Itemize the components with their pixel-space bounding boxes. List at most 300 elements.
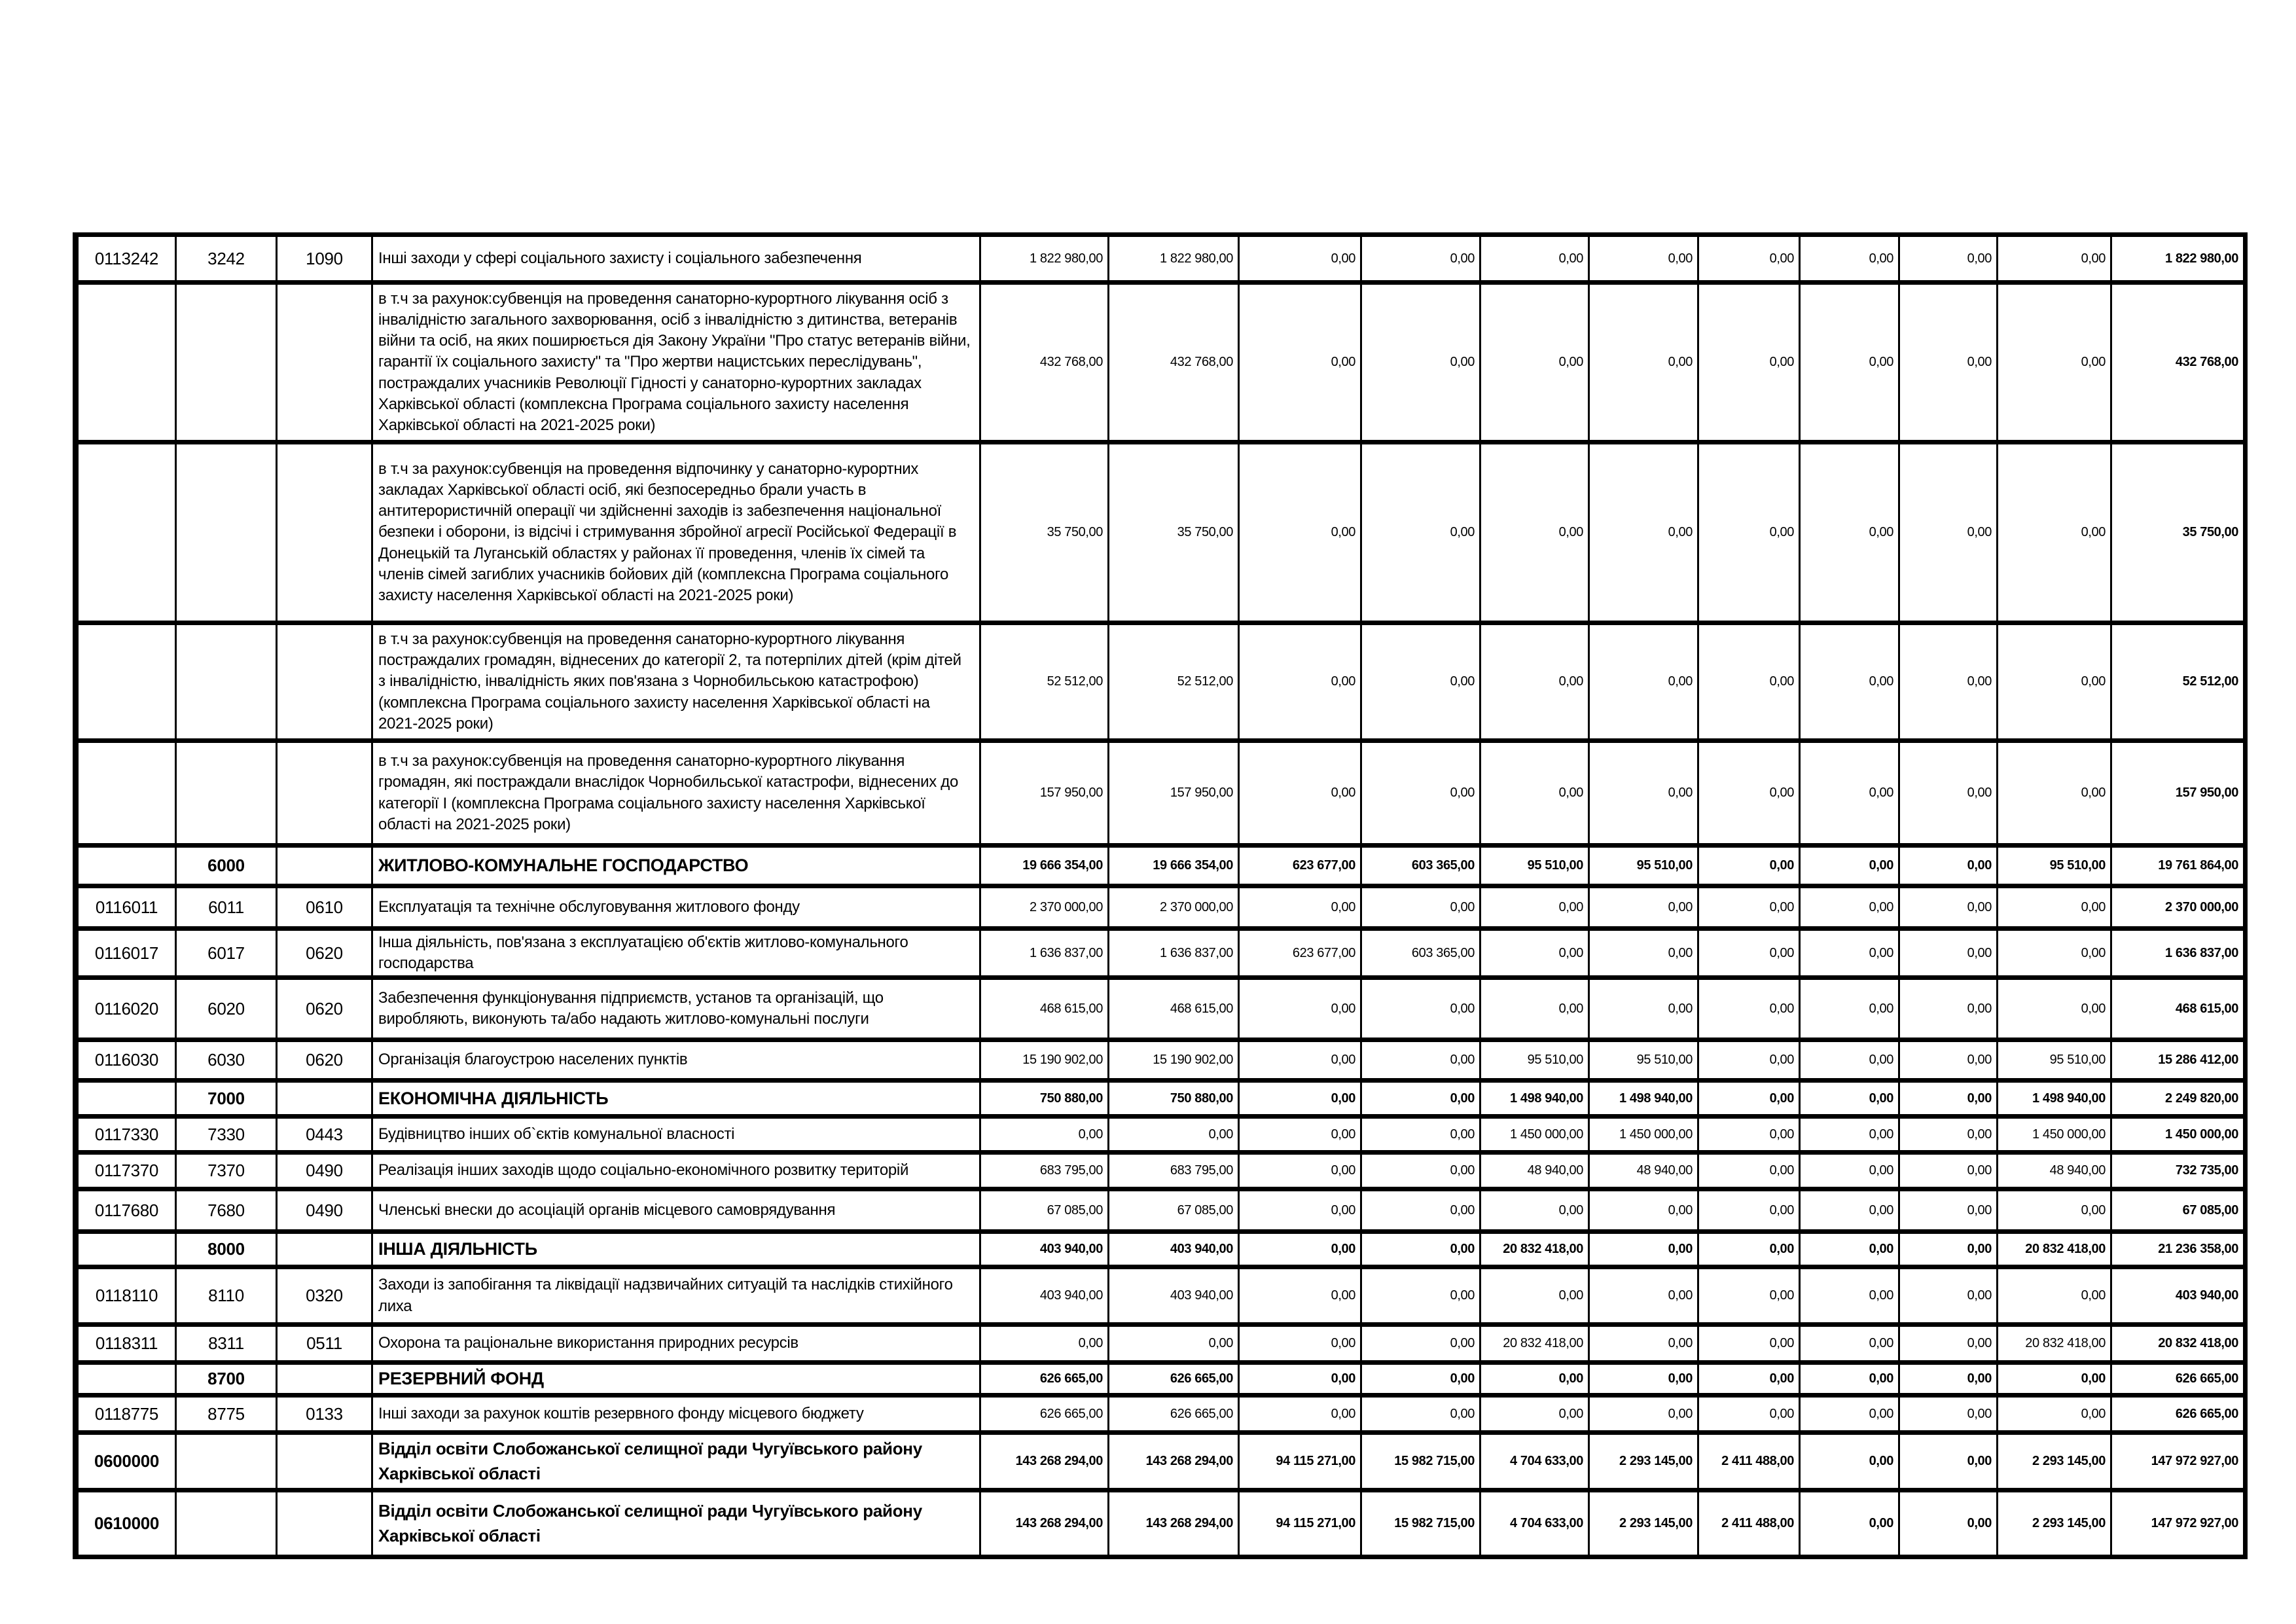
cell-value-6	[1590, 1042, 1699, 1078]
cell-value-2	[1109, 743, 1240, 843]
cell-value-6-text: 0,00	[1668, 355, 1693, 369]
cell-value-5-text: 20 832 418,00	[1503, 1336, 1583, 1350]
cell-value-3	[1240, 1398, 1362, 1430]
cell-fk-code-text: 0490	[306, 1200, 343, 1220]
cell-kpkvk-code	[79, 743, 177, 843]
cell-value-5-text: 0,00	[1558, 355, 1583, 369]
cell-value-3-text: 0,00	[1331, 674, 1355, 689]
cell-value-4-text: 15 982 715,00	[1394, 1516, 1475, 1530]
cell-program-name-text: ЖИТЛОВО-КОМУНАЛЬНЕ ГОСПОДАРСТВО	[378, 856, 749, 876]
cell-value-8-text: 0,00	[1869, 1127, 1893, 1142]
cell-fk-code	[278, 1234, 373, 1265]
cell-value-6	[1590, 1155, 1699, 1187]
cell-value-7-text: 0,00	[1769, 785, 1794, 800]
cell-value-10-text: 20 832 418,00	[2025, 1336, 2106, 1350]
cell-value-1	[981, 1327, 1109, 1360]
cell-value-11	[2112, 1191, 2243, 1229]
cell-value-9	[1900, 1083, 1998, 1114]
cell-program-name-text: Членські внески до асоціацій органів місцевого самоврядування	[378, 1200, 836, 1219]
cell-value-1-text: 143 268 294,00	[1015, 1454, 1103, 1468]
cell-value-11	[2112, 980, 2243, 1038]
cell-program-name	[373, 980, 981, 1038]
cell-value-9	[1900, 743, 1998, 843]
cell-value-4	[1362, 848, 1481, 884]
cell-value-8	[1801, 888, 1900, 926]
cell-value-8	[1801, 1327, 1900, 1360]
cell-value-9-text: 0,00	[1967, 1202, 1992, 1218]
cell-value-8-text: 0,00	[1869, 1371, 1893, 1386]
cell-tpkvk-code	[177, 1269, 278, 1322]
cell-value-3	[1240, 848, 1362, 884]
cell-value-6-text: 0,00	[1668, 1202, 1693, 1218]
cell-value-8-text: 0,00	[1869, 1001, 1893, 1016]
cell-fk-code	[278, 1119, 373, 1150]
cell-value-1-text: 0,00	[1078, 1127, 1103, 1142]
cell-value-1-text: 0,00	[1078, 1336, 1103, 1350]
cell-value-5	[1481, 1327, 1590, 1360]
cell-fk-code	[278, 743, 373, 843]
cell-kpkvk-code	[79, 285, 177, 440]
cell-value-6	[1590, 1435, 1699, 1488]
cell-tpkvk-code	[177, 1492, 278, 1555]
cell-value-1	[981, 1269, 1109, 1322]
cell-value-5	[1481, 931, 1590, 975]
cell-value-2	[1109, 1119, 1240, 1150]
cell-value-1	[981, 980, 1109, 1038]
cell-fk-code-text: 0620	[306, 1050, 343, 1070]
cell-value-8	[1801, 848, 1900, 884]
cell-fk-code-text: 0511	[306, 1333, 342, 1353]
cell-value-2-text: 403 940,00	[1170, 1288, 1233, 1303]
cell-fk-code-text: 0133	[306, 1403, 343, 1424]
cell-value-7-text: 0,00	[1769, 1163, 1794, 1178]
cell-value-7	[1699, 848, 1801, 884]
cell-value-5-text: 1 498 940,00	[1510, 1091, 1583, 1106]
cell-tpkvk-code	[177, 1365, 278, 1393]
cell-value-7	[1699, 1042, 1801, 1078]
cell-fk-code	[278, 1365, 373, 1393]
cell-value-1-text: 1 636 837,00	[1030, 945, 1103, 960]
cell-value-8-text: 0,00	[1869, 251, 1893, 266]
cell-tpkvk-code	[177, 848, 278, 884]
cell-value-4-text: 0,00	[1450, 1053, 1475, 1067]
cell-program-name	[373, 444, 981, 621]
cell-value-9-text: 0,00	[1967, 674, 1992, 689]
cell-value-9-text: 0,00	[1967, 1163, 1992, 1178]
cell-value-11	[2112, 1435, 2243, 1488]
cell-value-5	[1481, 1492, 1590, 1555]
cell-value-1-text: 468 615,00	[1039, 1001, 1103, 1016]
cell-value-11	[2112, 1365, 2243, 1393]
cell-program-name	[373, 1191, 981, 1229]
cell-value-5-text: 0,00	[1558, 1202, 1583, 1218]
cell-fk-code	[278, 1155, 373, 1187]
cell-value-5	[1481, 444, 1590, 621]
cell-program-name	[373, 1398, 981, 1430]
cell-value-6	[1590, 1269, 1699, 1322]
cell-value-10-text: 0,00	[2081, 1406, 2106, 1421]
table-row	[79, 1327, 2243, 1365]
cell-tpkvk-code-text: 3242	[207, 248, 245, 268]
table-row	[79, 625, 2243, 743]
cell-value-7-text: 0,00	[1769, 1242, 1794, 1256]
cell-value-2	[1109, 1234, 1240, 1265]
cell-value-5-text: 4 704 633,00	[1510, 1516, 1583, 1530]
cell-value-10	[1998, 848, 2112, 884]
cell-value-10-text: 0,00	[2081, 525, 2106, 539]
cell-tpkvk-code	[177, 931, 278, 975]
table-row	[79, 1234, 2243, 1269]
cell-value-3-text: 0,00	[1331, 1091, 1355, 1106]
cell-value-3	[1240, 625, 1362, 738]
cell-value-11-text: 626 665,00	[2175, 1406, 2238, 1421]
cell-program-name	[373, 1365, 981, 1393]
cell-value-9	[1900, 1234, 1998, 1265]
cell-value-11-text: 626 665,00	[2175, 1371, 2238, 1386]
cell-value-2-text: 143 268 294,00	[1145, 1516, 1233, 1530]
cell-value-4	[1362, 237, 1481, 280]
cell-value-2-text: 143 268 294,00	[1145, 1454, 1233, 1468]
cell-value-10	[1998, 1492, 2112, 1555]
cell-value-4-text: 0,00	[1450, 1127, 1475, 1142]
cell-value-6-text: 0,00	[1668, 251, 1693, 266]
cell-value-4-text: 15 982 715,00	[1394, 1454, 1475, 1468]
cell-value-2	[1109, 1191, 1240, 1229]
cell-value-9-text: 0,00	[1967, 355, 1992, 369]
cell-value-3	[1240, 743, 1362, 843]
cell-value-3-text: 0,00	[1331, 1336, 1355, 1350]
cell-tpkvk-code	[177, 1234, 278, 1265]
cell-value-7-text: 0,00	[1769, 1091, 1794, 1106]
cell-kpkvk-code	[79, 1269, 177, 1322]
cell-value-5-text: 0,00	[1558, 945, 1583, 960]
cell-value-7-text: 0,00	[1769, 899, 1794, 914]
cell-value-8-text: 0,00	[1869, 1091, 1893, 1106]
cell-program-name-text: Забезпечення функціонування підприємств, установ та організацій, що виробляють, виконують та/або надають житлово-комунальні послуги	[378, 988, 884, 1028]
cell-value-7	[1699, 1327, 1801, 1360]
cell-value-10-text: 0,00	[2081, 1001, 2106, 1016]
cell-fk-code-text: 0443	[306, 1124, 343, 1144]
cell-program-name	[373, 1269, 981, 1322]
cell-value-8-text: 0,00	[1869, 1242, 1893, 1256]
cell-value-10	[1998, 743, 2112, 843]
cell-value-4-text: 0,00	[1450, 785, 1475, 800]
cell-value-1	[981, 444, 1109, 621]
cell-value-5-text: 20 832 418,00	[1503, 1242, 1583, 1256]
cell-value-8-text: 0,00	[1869, 858, 1893, 873]
cell-value-2	[1109, 237, 1240, 280]
cell-value-11-text: 147 972 927,00	[2151, 1454, 2238, 1468]
cell-value-2-text: 157 950,00	[1170, 785, 1233, 800]
cell-value-8-text: 0,00	[1869, 1516, 1893, 1530]
cell-value-9-text: 0,00	[1967, 1001, 1992, 1016]
cell-value-2	[1109, 1083, 1240, 1114]
cell-value-11	[2112, 888, 2243, 926]
cell-value-6-text: 2 293 145,00	[1619, 1454, 1693, 1468]
cell-value-1	[981, 743, 1109, 843]
cell-value-4-text: 0,00	[1450, 1091, 1475, 1106]
cell-tpkvk-code-text: 7330	[207, 1124, 245, 1144]
cell-fk-code	[278, 1269, 373, 1322]
cell-tpkvk-code-text: 8000	[207, 1239, 245, 1259]
cell-value-9	[1900, 980, 1998, 1038]
cell-kpkvk-code	[79, 1191, 177, 1229]
cell-value-9	[1900, 1365, 1998, 1393]
cell-program-name-text: в т.ч за рахунок:субвенція на проведення санаторно-курортного лікування осіб з інвалідністю загального захворювання, осіб з інвалідністю з дитинства, ветеранів війни та осіб, на яких поширюється дія Закону України "Про статус ветеранів війни, гарантії їх соціального захисту" та "Про жертви нацистських переслідувань", постраждалих учасників Революції Гідності у санаторно-курортних закладах Харківської області (комплексна Програма соціального захисту населення Харківської області на 2021-2025 роки)	[378, 289, 971, 434]
cell-value-3	[1240, 1191, 1362, 1229]
cell-value-6-text: 0,00	[1668, 1288, 1693, 1303]
cell-value-5-text: 4 704 633,00	[1510, 1454, 1583, 1468]
cell-value-7-text: 0,00	[1769, 1406, 1794, 1421]
cell-value-11	[2112, 285, 2243, 440]
cell-value-8	[1801, 1191, 1900, 1229]
cell-program-name	[373, 1119, 981, 1150]
cell-value-6-text: 0,00	[1668, 1371, 1693, 1386]
cell-value-5-text: 0,00	[1558, 785, 1583, 800]
cell-value-2-text: 403 940,00	[1170, 1242, 1233, 1256]
cell-value-3-text: 0,00	[1331, 251, 1355, 266]
cell-value-10-text: 0,00	[2081, 899, 2106, 914]
cell-value-11	[2112, 1234, 2243, 1265]
cell-value-4	[1362, 1234, 1481, 1265]
table-row	[79, 980, 2243, 1042]
cell-value-6-text: 48 940,00	[1636, 1163, 1693, 1178]
cell-value-5	[1481, 1191, 1590, 1229]
cell-value-1	[981, 1083, 1109, 1114]
cell-value-8-text: 0,00	[1869, 899, 1893, 914]
cell-program-name-text: Заходи із запобігання та ліквідації надзвичайних ситуацій та наслідків стихійного лиха	[378, 1276, 953, 1315]
cell-value-3-text: 623 677,00	[1292, 858, 1355, 873]
cell-program-name	[373, 285, 981, 440]
cell-fk-code	[278, 1083, 373, 1114]
cell-value-8	[1801, 1155, 1900, 1187]
cell-tpkvk-code	[177, 444, 278, 621]
cell-value-8-text: 0,00	[1869, 1336, 1893, 1350]
cell-value-3-text: 94 115 271,00	[1276, 1516, 1355, 1530]
cell-tpkvk-code	[177, 1083, 278, 1114]
cell-value-11-text: 52 512,00	[2182, 674, 2238, 689]
cell-kpkvk-code	[79, 888, 177, 926]
cell-value-4	[1362, 1191, 1481, 1229]
cell-value-8	[1801, 1269, 1900, 1322]
cell-value-8	[1801, 1083, 1900, 1114]
cell-value-5	[1481, 1435, 1590, 1488]
cell-value-10-text: 1 498 940,00	[2032, 1091, 2106, 1106]
cell-value-11	[2112, 1492, 2243, 1555]
cell-value-3	[1240, 1269, 1362, 1322]
cell-value-3-text: 623 677,00	[1292, 945, 1355, 960]
cell-kpkvk-code	[79, 1398, 177, 1430]
cell-value-9	[1900, 237, 1998, 280]
cell-program-name	[373, 931, 981, 975]
cell-value-6	[1590, 1365, 1699, 1393]
cell-value-5	[1481, 1083, 1590, 1114]
cell-value-9-text: 0,00	[1967, 1127, 1992, 1142]
cell-value-6-text: 95 510,00	[1636, 858, 1693, 873]
cell-value-10-text: 0,00	[2081, 1288, 2106, 1303]
cell-value-1	[981, 1365, 1109, 1393]
cell-tpkvk-code	[177, 1191, 278, 1229]
cell-value-2-text: 35 750,00	[1177, 525, 1233, 539]
cell-kpkvk-code	[79, 1435, 177, 1488]
cell-program-name-text: РЕЗЕРВНИЙ ФОНД	[378, 1369, 544, 1389]
cell-value-9-text: 0,00	[1967, 899, 1992, 914]
cell-value-9-text: 0,00	[1967, 1406, 1992, 1421]
cell-value-5-text: 0,00	[1558, 1288, 1583, 1303]
cell-value-7-text: 0,00	[1769, 1336, 1794, 1350]
cell-value-1-text: 67 085,00	[1047, 1202, 1103, 1218]
cell-value-3-text: 0,00	[1331, 785, 1355, 800]
cell-value-4	[1362, 1269, 1481, 1322]
cell-value-11-text: 35 750,00	[2182, 525, 2238, 539]
cell-value-10	[1998, 888, 2112, 926]
cell-value-5-text: 1 450 000,00	[1510, 1127, 1583, 1142]
table-row	[79, 1042, 2243, 1083]
cell-value-8	[1801, 237, 1900, 280]
cell-program-name-text: Інші заходи у сфері соціального захисту і соціального забезпечення	[378, 249, 862, 267]
cell-value-11-text: 157 950,00	[2175, 785, 2238, 800]
cell-value-10	[1998, 1155, 2112, 1187]
cell-value-8	[1801, 1398, 1900, 1430]
table-row	[79, 1435, 2243, 1492]
cell-kpkvk-code-text: 0610000	[94, 1513, 160, 1533]
cell-value-9	[1900, 285, 1998, 440]
cell-value-11-text: 403 940,00	[2175, 1288, 2238, 1303]
cell-value-5	[1481, 1234, 1590, 1265]
cell-value-11	[2112, 931, 2243, 975]
cell-value-7-text: 0,00	[1769, 858, 1794, 873]
cell-value-3	[1240, 1492, 1362, 1555]
cell-value-9	[1900, 1435, 1998, 1488]
cell-value-11	[2112, 1327, 2243, 1360]
cell-value-1-text: 626 665,00	[1039, 1371, 1103, 1386]
cell-tpkvk-code-text: 6000	[207, 856, 245, 875]
cell-fk-code	[278, 237, 373, 280]
cell-fk-code	[278, 888, 373, 926]
cell-value-5	[1481, 1042, 1590, 1078]
cell-value-9-text: 0,00	[1967, 1371, 1992, 1386]
cell-value-2-text: 683 795,00	[1170, 1163, 1233, 1178]
cell-value-1-text: 35 750,00	[1047, 525, 1103, 539]
cell-value-1-text: 1 822 980,00	[1030, 251, 1103, 266]
cell-value-1-text: 19 666 354,00	[1022, 858, 1103, 873]
cell-program-name-text: Експлуатація та технічне обслуговування житлового фонду	[378, 897, 800, 916]
cell-value-8	[1801, 1234, 1900, 1265]
cell-value-4-text: 0,00	[1450, 1001, 1475, 1016]
cell-value-2	[1109, 1492, 1240, 1555]
cell-value-7	[1699, 1398, 1801, 1430]
cell-value-9-text: 0,00	[1967, 1516, 1992, 1530]
cell-value-8-text: 0,00	[1869, 355, 1893, 369]
cell-value-2-text: 1 636 837,00	[1160, 945, 1233, 960]
cell-value-4	[1362, 285, 1481, 440]
cell-value-9	[1900, 888, 1998, 926]
cell-kpkvk-code	[79, 1119, 177, 1150]
cell-value-2	[1109, 285, 1240, 440]
cell-program-name-text: в т.ч за рахунок:субвенція на проведення відпочинку у санаторно-курортних закладах Харківської області осіб, які безпосередньо брали участь в антитерористичній операції чи здійсненні заходів із забезпечення національної безпеки і оборони, із відсічі і стримування збройної агресії Російської Федерації в Донецькій та Луганській областях у районах її проведення, членів їх сімей та членів сімей загиблих учасників бойових дій (комплексна Програма соціального захисту населення Харківської області на 2021-2025 роки)	[378, 460, 957, 604]
cell-value-10	[1998, 625, 2112, 738]
cell-value-5-text: 0,00	[1558, 674, 1583, 689]
cell-value-5-text: 0,00	[1558, 1406, 1583, 1421]
cell-fk-code	[278, 848, 373, 884]
cell-value-4	[1362, 931, 1481, 975]
cell-value-6	[1590, 980, 1699, 1038]
cell-value-3-text: 94 115 271,00	[1276, 1454, 1355, 1468]
cell-program-name	[373, 1083, 981, 1114]
cell-program-name-text: Відділ освіти Слобожанської селищної ради Чугуївського району Харківської області	[378, 1438, 922, 1483]
cell-value-7	[1699, 444, 1801, 621]
cell-value-3-text: 0,00	[1331, 1163, 1355, 1178]
cell-value-4-text: 603 365,00	[1411, 858, 1475, 873]
cell-value-8	[1801, 1365, 1900, 1393]
cell-program-name-text: ІНША ДІЯЛЬНІСТЬ	[378, 1239, 537, 1259]
cell-tpkvk-code	[177, 888, 278, 926]
cell-value-4-text: 0,00	[1450, 1288, 1475, 1303]
cell-value-2-text: 2 370 000,00	[1160, 899, 1233, 914]
cell-value-2	[1109, 1398, 1240, 1430]
cell-value-4	[1362, 1398, 1481, 1430]
cell-value-6-text: 95 510,00	[1636, 1053, 1693, 1067]
cell-value-4-text: 0,00	[1450, 1406, 1475, 1421]
cell-value-11-text: 1 450 000,00	[2165, 1127, 2238, 1142]
cell-value-3	[1240, 444, 1362, 621]
cell-tpkvk-code	[177, 625, 278, 738]
cell-kpkvk-code	[79, 980, 177, 1038]
cell-tpkvk-code	[177, 1398, 278, 1430]
cell-value-2	[1109, 931, 1240, 975]
cell-value-5	[1481, 1119, 1590, 1150]
cell-value-6	[1590, 285, 1699, 440]
cell-value-6	[1590, 1492, 1699, 1555]
cell-tpkvk-code-text: 6011	[208, 897, 244, 917]
cell-tpkvk-code-text: 8311	[208, 1333, 244, 1353]
cell-value-10-text: 0,00	[2081, 1371, 2106, 1386]
cell-fk-code	[278, 980, 373, 1038]
cell-tpkvk-code	[177, 1435, 278, 1488]
cell-value-6	[1590, 1234, 1699, 1265]
cell-value-10-text: 20 832 418,00	[2025, 1242, 2106, 1256]
cell-tpkvk-code-text: 8700	[207, 1369, 245, 1388]
cell-value-7	[1699, 1191, 1801, 1229]
table-row	[79, 848, 2243, 888]
cell-value-7	[1699, 1435, 1801, 1488]
cell-tpkvk-code-text: 7370	[207, 1161, 245, 1180]
cell-value-11	[2112, 1269, 2243, 1322]
cell-value-1	[981, 1119, 1109, 1150]
cell-value-3	[1240, 1435, 1362, 1488]
cell-value-10-text: 0,00	[2081, 945, 2106, 960]
cell-value-4	[1362, 1435, 1481, 1488]
table-row	[79, 743, 2243, 848]
cell-tpkvk-code-text: 6017	[207, 943, 245, 963]
cell-value-2	[1109, 980, 1240, 1038]
cell-value-1	[981, 285, 1109, 440]
cell-kpkvk-code	[79, 1083, 177, 1114]
table-row	[79, 444, 2243, 625]
cell-value-4	[1362, 1327, 1481, 1360]
cell-value-9	[1900, 1042, 1998, 1078]
cell-value-9	[1900, 1327, 1998, 1360]
cell-value-11-text: 15 286 412,00	[2158, 1053, 2238, 1067]
cell-value-7	[1699, 1492, 1801, 1555]
cell-value-7	[1699, 1269, 1801, 1322]
cell-value-1	[981, 1191, 1109, 1229]
cell-value-10	[1998, 444, 2112, 621]
cell-value-1-text: 403 940,00	[1039, 1288, 1103, 1303]
cell-value-8	[1801, 1435, 1900, 1488]
table-row	[79, 1083, 2243, 1119]
cell-value-6	[1590, 444, 1699, 621]
